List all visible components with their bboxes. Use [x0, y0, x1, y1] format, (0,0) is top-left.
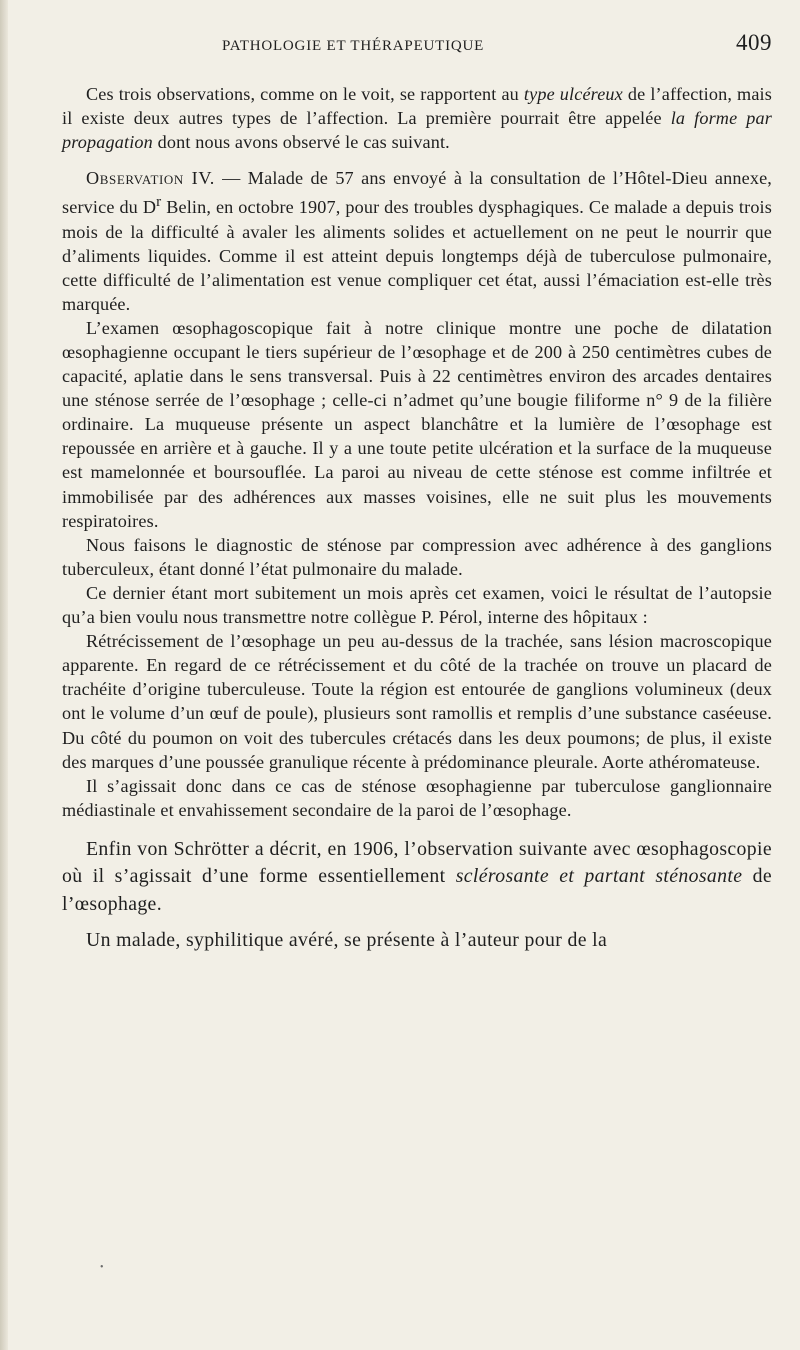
syphilitic-case-paragraph: Un malade, syphilitique avéré, se présente à l’auteur pour de la	[86, 928, 608, 951]
schrotter-text-2: de l’œsophage.	[62, 865, 772, 916]
paragraph-intro	[62, 82, 772, 154]
observation-text-2: Belin, en octobre 1907, pour des troubles dysphagiques. Ce malade a depuis trois mois de la difficulté à avaler les aliments solides et actuellement on ne peut le nourrir que d’aliments liquides. Comme il est atteint depuis longtemps déjà de tuberculose pulmonaire, cette difficulté de l’alimentation est venue compliquer cet état, aussi l’émaciation est-elle très marquée.	[62, 197, 772, 314]
page-number: 409	[736, 30, 772, 55]
esophagoscopy-paragraph: L’examen œsophagoscopique fait à notre clinique montre une poche de dilatation œsophagienne occupant le tiers supérieur de l’œsophage et de 200 à 250 centimètres cubes de capacité, aplatie dans le sens transversal. Puis à 22 centimètres environ des arcades dentaires une sténose serrée de l’œsophage ; celle-ci n’admet qu’une bougie filiforme n° 9 de la filière ordinaire. La muqueuse présente un aspect blanchâtre et la lumière de l’œsophage est repoussée en arrière et à gauche. Il y a une toute petite ulcération et la surface de la muqueuse est mamelonnée et boursouflée. La paroi au niveau de cette sténose est comme infiltrée et immobilisée par des adhérences aux masses voisines, elle ne suit plus les mouvements respiratoires.	[62, 317, 772, 531]
paragraph-intro-emphasis-2: la forme par propagation	[62, 108, 772, 153]
running-title: PATHOLOGIE ET THÉRAPEUTIQUE	[222, 38, 485, 54]
paragraph-intro-text-2: de l’affection, mais il existe deux autres types de l’affection. La première pourrait être appelée	[62, 84, 772, 129]
paragraph-intro-text-3: dont nous avons observé le cas suivant.	[152, 132, 450, 153]
page-body	[62, 82, 772, 954]
page-header	[62, 30, 772, 60]
schrotter-paragraph	[62, 836, 772, 919]
observation-text-1: — Malade de 57 ans envoyé à la consultation de l’Hôtel-Dieu annexe, service du D	[62, 168, 772, 218]
autopsy-findings-paragraph: Rétrécissement de l’œsophage un peu au-dessus de la trachée, sans lésion macroscopique apparente. En regard de ce rétrécissement et du côté de la trachée on trouve un placard de trachéite d’origine tuberculeuse. Toute la région est entourée de ganglions volumineux (deux ont le volume d’un œuf de poule), plusieurs sont ramollis et remplis d’une substance caséeuse. Du côté du poumon on voit des tubercules crétacés dans les deux poumons; de plus, il existe des marques d’une poussée granulique récente à prédominance pleurale. Aorte athéromateuse.	[62, 631, 772, 772]
diagnosis-paragraph: Nous faisons le diagnostic de sténose par compression avec adhérence à des ganglions tuberculeux, étant donné l’état pulmonaire du malade.	[62, 534, 772, 579]
schrotter-emphasis: sclérosante et partant sténosante	[455, 865, 743, 888]
doctor-abbreviation: r	[156, 193, 162, 211]
autopsy-intro-paragraph: Ce dernier étant mort subitement un mois après cet examen, voici le résultat de l’autopsie qu’a bien voulu nous transmettre notre collègue P. Pérol, interne des hôpitaux :	[62, 582, 772, 628]
page-binding-edge	[0, 0, 8, 1350]
schrotter-text-1: Enfin von Schrötter a décrit, en 1906, l’observation suivante avec œsophagoscopie où il s’agissait d’une forme essentiellement	[62, 837, 772, 888]
paragraph-intro-text-1: Ces trois observations, comme on le voit, se rapportent au	[86, 84, 524, 104]
paragraph-intro-emphasis-1: type ulcéreux	[523, 84, 623, 104]
observation-heading: Observation IV.	[86, 168, 215, 189]
conclusion-paragraph: Il s’agissait donc dans ce cas de sténose œsophagienne par tuberculose ganglionnaire médiastinale et envahissement secondaire de la paroi de l’œsophage.	[62, 775, 772, 820]
observation-iv-paragraph	[62, 166, 772, 316]
page-mark: •	[100, 1262, 104, 1273]
